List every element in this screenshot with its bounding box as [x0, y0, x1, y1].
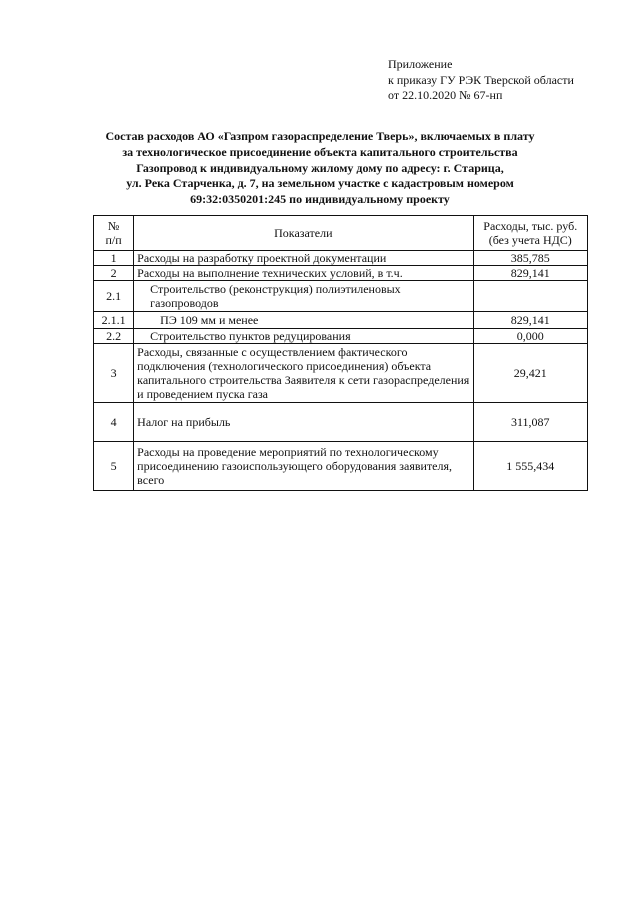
table-row [94, 312, 588, 329]
row-indicator: Расходы на разработку проектной документации [134, 251, 473, 266]
header-value-line-2: (без учета НДС) [488, 233, 572, 247]
header-indicator: Показатели [134, 216, 473, 251]
row-indicator: Строительство пунктов редуцирования [134, 329, 473, 344]
row-value: 829,141 [473, 266, 587, 281]
row-num: 2.1 [94, 281, 134, 312]
title-line-5: 69:32:0350201:245 по индивидуальному проекту [190, 192, 450, 207]
table-row [94, 442, 588, 491]
header-value-line-1: Расходы, тыс. руб. [483, 219, 578, 233]
title-line-2: за технологическое присоединение объекта капитального строительства [122, 144, 518, 159]
row-num: 2.1.1 [94, 312, 134, 329]
table-row [94, 281, 588, 312]
title-line-4: ул. Река Старченка, д. 7, на земельном участке с кадастровым номером [126, 176, 514, 191]
row-indicator: ПЭ 109 мм и менее [134, 312, 473, 329]
header-num-line-2: п/п [105, 233, 122, 247]
row-value [473, 281, 587, 312]
table-row [94, 344, 588, 403]
row-value: 829,141 [473, 312, 587, 329]
row-indicator: Расходы, связанные с осуществлением фактического подключения (технологического присоединения) объекта капитального строительства Заявителя к сети газораспределения и проведением пуска газа [134, 344, 473, 403]
table-row [94, 403, 588, 442]
header-num-line-1: № [107, 219, 120, 233]
table-row [94, 329, 588, 344]
cost-table [93, 215, 588, 491]
row-num: 2 [94, 266, 134, 281]
row-value: 29,421 [473, 344, 587, 403]
appendix-line-3: от 22.10.2020 № 67-нп [388, 88, 503, 102]
row-value: 311,087 [473, 403, 587, 442]
title-line-3: Газопровод к индивидуальному жилому дому по адресу: г. Старица, [136, 160, 504, 175]
row-num: 1 [94, 251, 134, 266]
row-num: 5 [94, 442, 134, 491]
row-indicator: Строительство (реконструкция) полиэтиленовых газопроводов [134, 281, 473, 312]
row-value: 1 555,434 [473, 442, 587, 491]
row-num: 4 [94, 403, 134, 442]
row-num: 3 [94, 344, 134, 403]
table-row [94, 266, 588, 281]
row-indicator: Расходы на проведение мероприятий по технологическому присоединению газоиспользующего оборудования заявителя, всего [134, 442, 473, 491]
table-header-row [94, 216, 588, 251]
row-indicator: Расходы на выполнение технических условий, в т.ч. [134, 266, 473, 281]
appendix-line-2: к приказу ГУ РЭК Тверской области [388, 72, 574, 87]
table-row [94, 251, 588, 266]
appendix-line-1: Приложение [388, 57, 453, 71]
row-value: 0,000 [473, 329, 587, 344]
document-title [40, 129, 600, 208]
header-value [473, 216, 587, 251]
row-num: 2.2 [94, 329, 134, 344]
title-line-1: Состав расходов АО «Газпром газораспределение Тверь», включаемых в плату [105, 129, 535, 143]
appendix-note [388, 57, 574, 104]
row-value: 385,785 [473, 251, 587, 266]
row-indicator: Налог на прибыль [134, 403, 473, 442]
header-num [94, 216, 134, 251]
